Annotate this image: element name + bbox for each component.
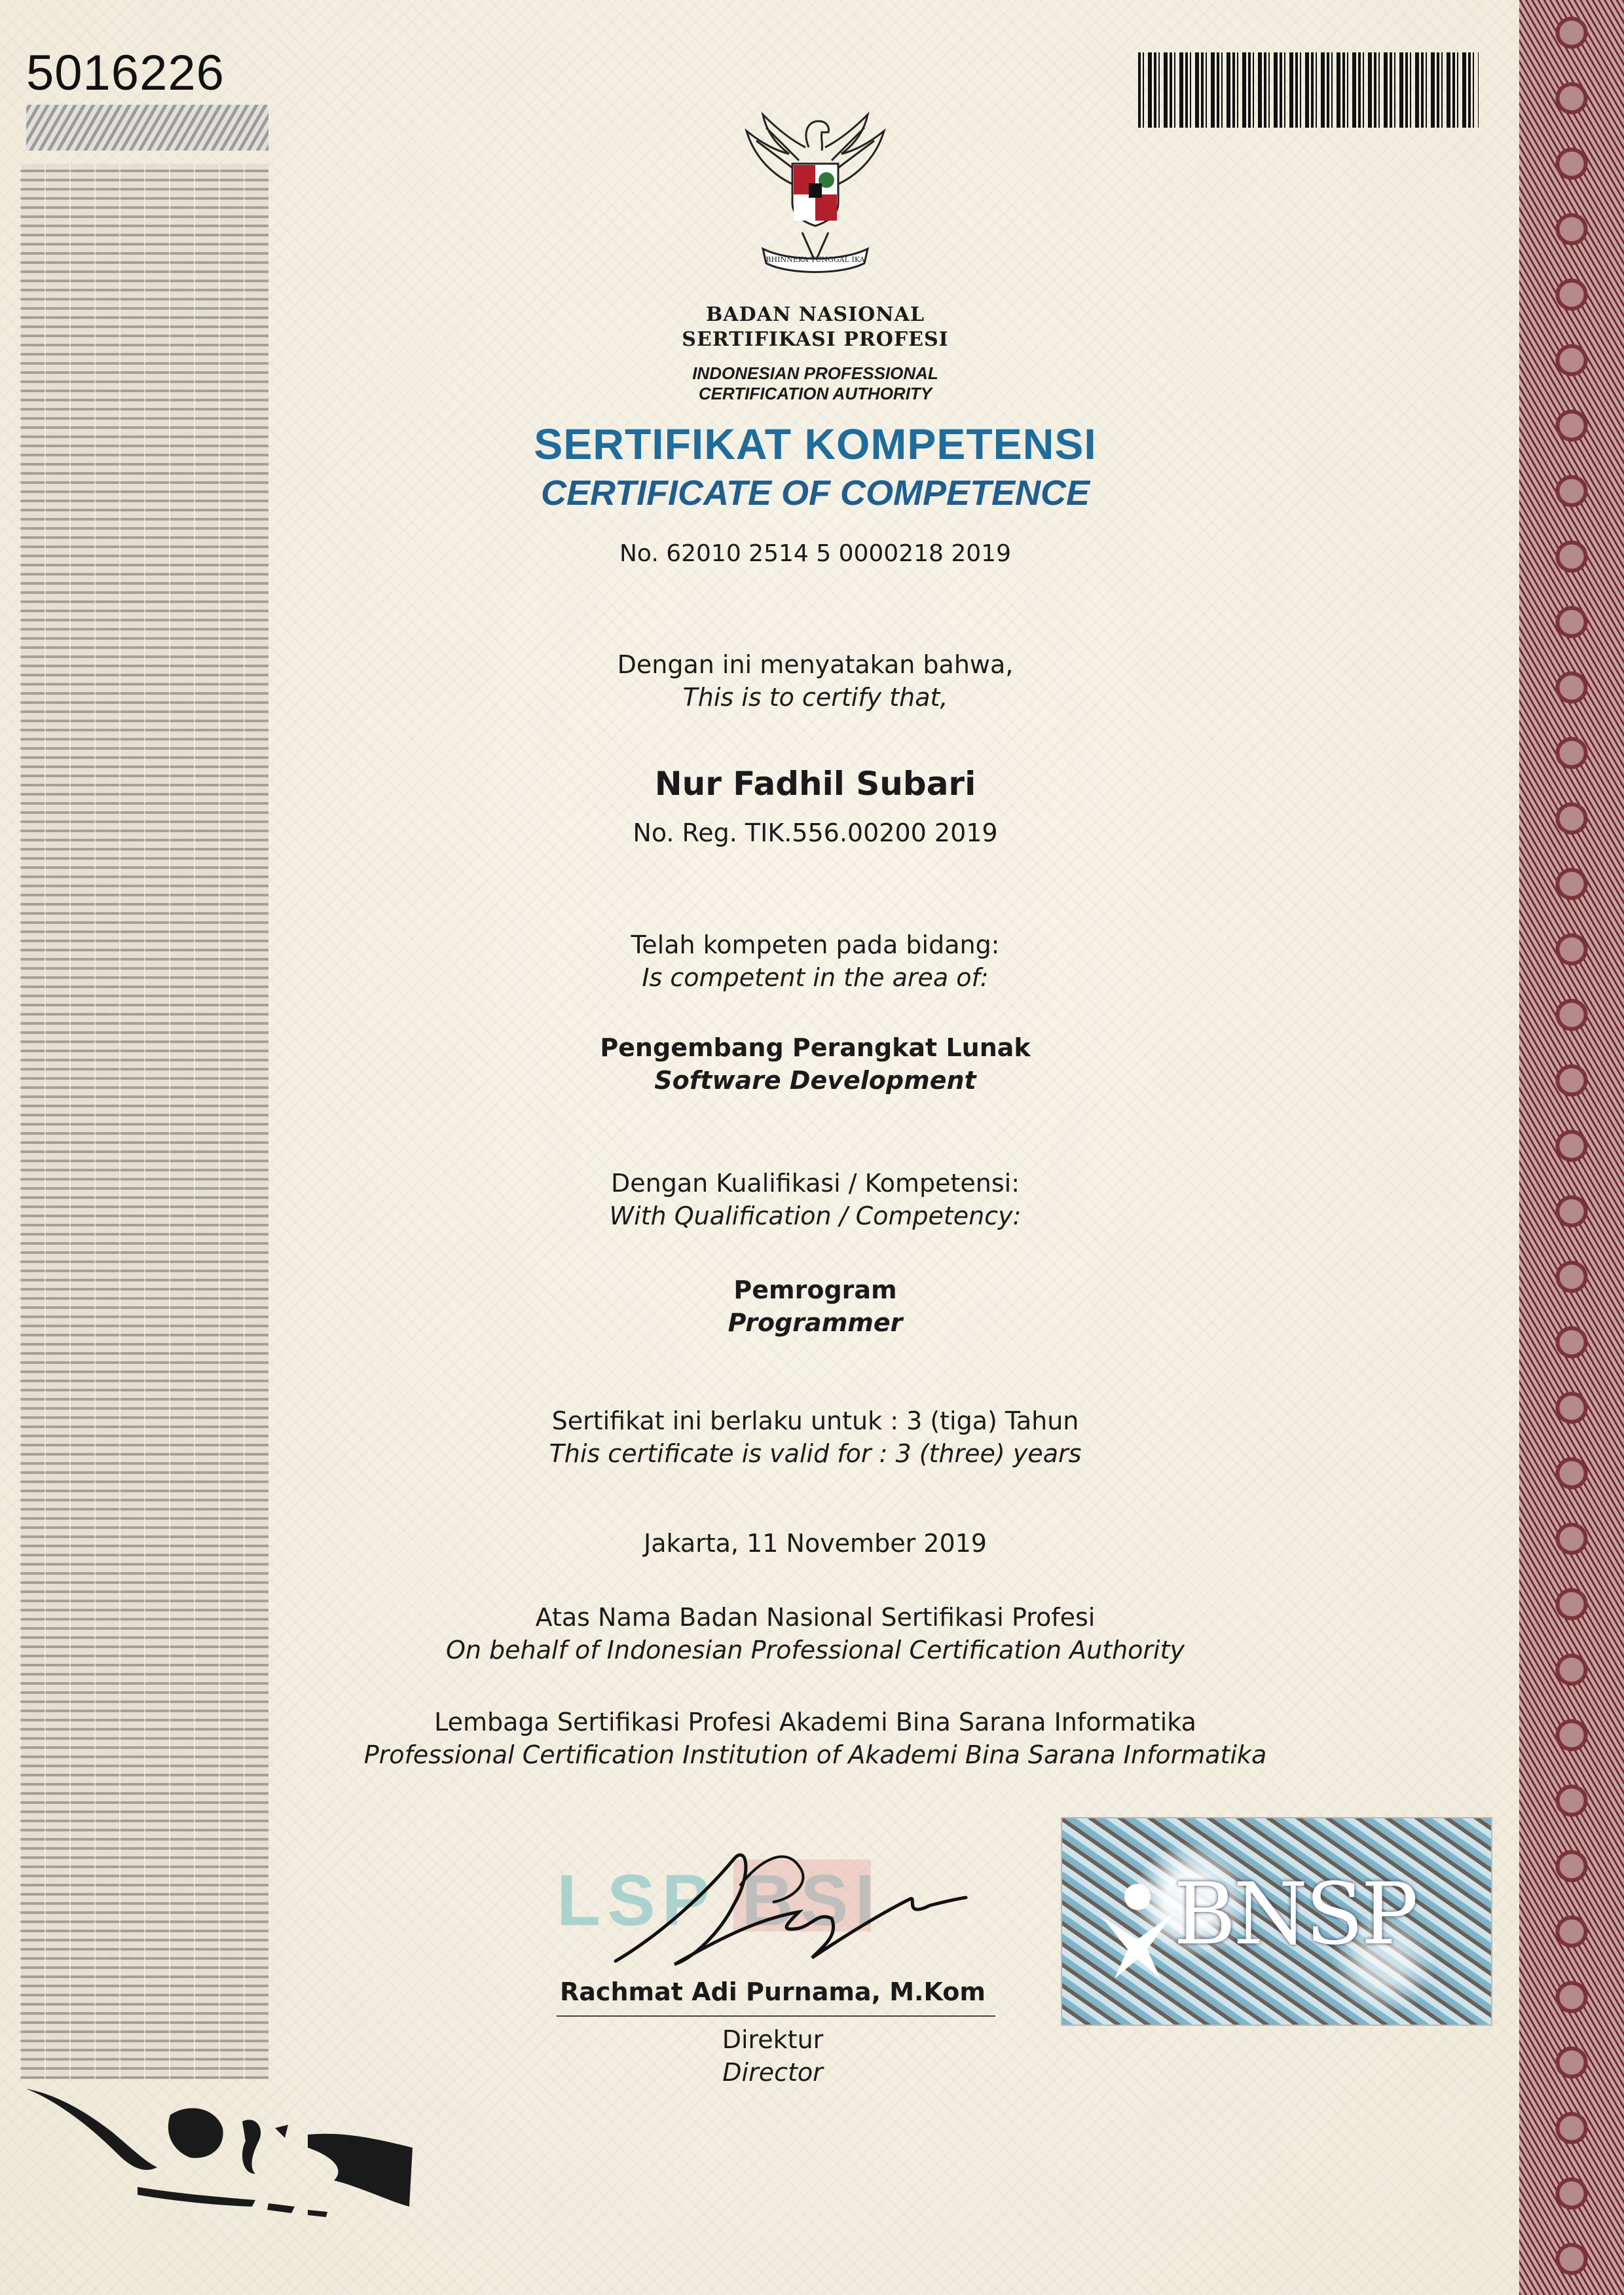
validity-statement: [282, 1405, 1349, 1470]
signature: [602, 1820, 969, 1984]
area-intro: [282, 928, 1349, 994]
certify-en: This is to certify that,: [682, 683, 948, 712]
qualification-intro-id: Dengan Kualifikasi / Kompetensi:: [611, 1169, 1020, 1198]
person-figure-icon: [1088, 1877, 1187, 1982]
qualification-id: Pemrogram: [733, 1276, 897, 1304]
agency-name-en-line2: CERTIFICATION AUTHORITY: [698, 384, 932, 403]
serial-hatch-pattern: [26, 105, 268, 151]
certify-id: Dengan ini menyatakan bahwa,: [617, 650, 1014, 679]
qualification-intro: [282, 1167, 1349, 1232]
lsp-logo-text: LSP BSI: [557, 1860, 881, 1941]
place-and-date: Jakarta, 11 November 2019: [644, 1529, 987, 1558]
certificate-number: No. 62010 2514 5 0000218 2019: [619, 540, 1011, 567]
signer-title-en: Director: [722, 2058, 823, 2087]
agency-name-id-line1: BADAN NASIONAL: [705, 303, 925, 326]
bnsp-hologram: [1061, 1817, 1492, 2026]
holder-name: Nur Fadhil Subari: [654, 765, 976, 803]
signer-title: [544, 2023, 1002, 2089]
institution-statement: [282, 1706, 1349, 1771]
competence-area-en: Software Development: [654, 1066, 976, 1095]
registration-number: No. Reg. TIK.556.00200 2019: [633, 818, 998, 847]
on-behalf-statement: [282, 1601, 1349, 1666]
agency-name-en-line1: INDONESIAN PROFESSIONAL: [692, 363, 938, 383]
hologram-text: BNSP: [1173, 1864, 1416, 1964]
emblem-motto: BHINNEKA TUNGGAL IKA: [766, 255, 865, 264]
certificate-title-id: SERTIFIKAT KOMPETENSI: [534, 420, 1097, 468]
on-behalf-en: On behalf of Indonesian Professional Certification Authority: [445, 1636, 1185, 1664]
validity-id: Sertifikat ini berlaku untuk : 3 (tiga) Tahun: [551, 1406, 1079, 1435]
competence-area-id: Pengembang Perangkat Lunak: [600, 1033, 1031, 1062]
security-pattern-strip: [20, 164, 268, 2079]
qualification-intro-en: With Qualification / Competency:: [609, 1202, 1022, 1230]
certify-statement: [282, 648, 1349, 714]
barcode: [1138, 52, 1479, 128]
competence-area: [282, 1031, 1349, 1097]
agency-name-id-line2: SERTIFIKASI PROFESI: [682, 328, 949, 351]
certificate-title-en: CERTIFICATE OF COMPETENCE: [540, 473, 1090, 513]
indonesia-map-icon: [20, 2076, 426, 2233]
agency-name-id: [282, 303, 1349, 352]
area-intro-id: Telah kompeten pada bidang:: [631, 930, 1000, 959]
signer-name: Rachmat Adi Purnama, M.Kom: [560, 1977, 986, 2006]
area-intro-en: Is competent in the area of:: [642, 963, 989, 992]
validity-en: This certificate is valid for : 3 (three) years: [549, 1439, 1082, 1468]
institution-en: Professional Certification Institution of Akademi Bina Sarana Informatika: [363, 1740, 1267, 1769]
agency-name-en: [282, 363, 1349, 404]
serial-number: 5016226: [26, 45, 225, 101]
qualification-en: Programmer: [728, 1308, 903, 1337]
signature-line: [557, 2015, 995, 2017]
qualification: [282, 1274, 1349, 1339]
institution-id: Lembaga Sertifikasi Profesi Akademi Bina Sarana Informatika: [434, 1708, 1196, 1736]
garuda-emblem-icon: [710, 92, 920, 301]
on-behalf-id: Atas Nama Badan Nasional Sertifikasi Profesi: [535, 1603, 1096, 1632]
guilloche-border: [1519, 0, 1624, 2295]
signer-title-id: Direktur: [722, 2025, 824, 2054]
